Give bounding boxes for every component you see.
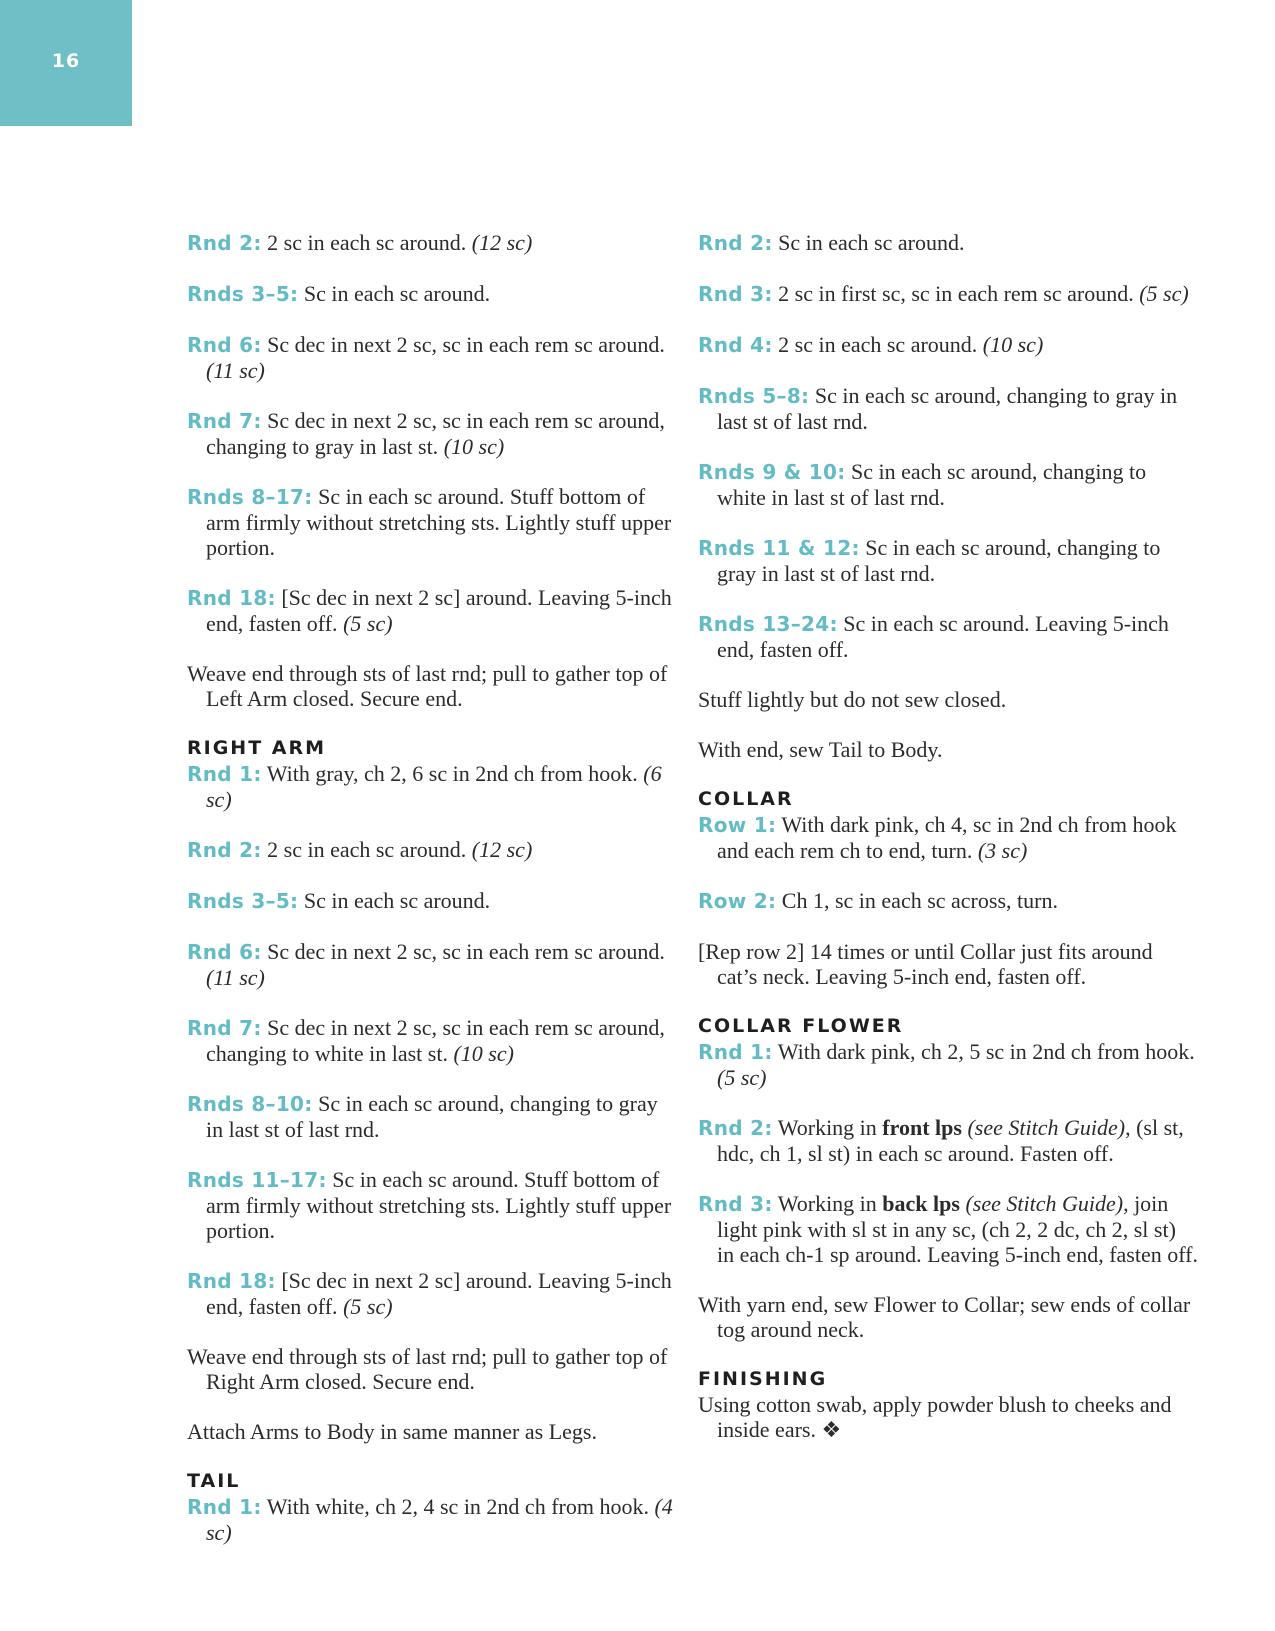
round-label: Rnd 18: [187, 1269, 276, 1293]
instruction-text: 2 sc in each sc around. [261, 230, 472, 255]
round-label: Rnds 9 & 10: [698, 460, 846, 484]
instruction-text: Attach Arms to Body in same manner as Legs. [187, 1419, 597, 1444]
instruction-text: Sc in each sc around. Stuff bottom of arm firmly without stretching sts. Lightly stuff upper portion. [206, 1167, 672, 1243]
stitch-count: (5 sc) [1139, 281, 1189, 306]
round-label: Rnd 7: [187, 409, 262, 433]
stitch-count: (5 sc) [717, 1065, 767, 1090]
instruction-text: , join light pink with sl st in any sc, (ch 2, 2 dc, ch 2, sl st) in each ch-1 sp around. Leaving 5-inch end, fasten off. [717, 1191, 1198, 1267]
round-label: Rnd 1: [187, 762, 262, 786]
instruction-row [187, 408, 677, 459]
instruction-row [698, 611, 1198, 662]
instruction-paragraph [187, 1419, 677, 1444]
instruction-row [698, 1039, 1198, 1090]
instruction-text: Sc in each sc around. Leaving 5-inch end, fasten off. [717, 611, 1169, 662]
instruction-row [187, 1091, 677, 1142]
section-heading: FINISHING [698, 1368, 828, 1390]
instruction-row [187, 1167, 677, 1243]
instruction-row [698, 383, 1198, 434]
stitch-count: (12 sc) [471, 230, 533, 255]
stitch-count: (11 sc) [206, 358, 265, 383]
instruction-text: With dark pink, ch 2, 5 sc in 2nd ch from hook. [772, 1039, 1195, 1064]
round-label: Rnd 2: [698, 231, 773, 255]
round-label: Rnd 2: [698, 1116, 773, 1140]
instruction-text: [Rep row 2] 14 times or until Collar just fits around cat’s neck. Leaving 5-inch end, fasten off. [698, 939, 1153, 989]
instruction-text: 2 sc in each sc around. [772, 332, 983, 357]
stitch-count: (5 sc) [343, 611, 393, 636]
round-label: Rnd 1: [187, 1495, 262, 1519]
instruction-paragraph [698, 1292, 1198, 1342]
instruction-text: With dark pink, ch 4, sc in 2nd ch from hook and each rem ch to end, turn. [717, 812, 1177, 863]
instruction-row [187, 888, 677, 914]
stitch-count: (11 sc) [206, 965, 265, 990]
round-label: Rnds 11–17: [187, 1168, 327, 1192]
instruction-row [698, 281, 1198, 307]
round-label: Rnd 1: [698, 1040, 773, 1064]
round-label: Row 1: [698, 813, 777, 837]
instruction-row [187, 1268, 677, 1319]
left-column [187, 230, 677, 1570]
instruction-text: With end, sew Tail to Body. [698, 737, 943, 762]
instruction-row [698, 888, 1198, 914]
instruction-row [698, 1115, 1198, 1166]
round-label: Row 2: [698, 889, 777, 913]
instruction-text: Sc in each sc around, changing to gray in last st of last rnd. [717, 535, 1161, 586]
instruction-text: Sc dec in next 2 sc, sc in each rem sc around, changing to white in last st. [206, 1015, 665, 1066]
instruction-text: Working in [772, 1191, 883, 1216]
round-label: Rnd 2: [187, 838, 262, 862]
instruction-text: Sc in each sc around. [298, 888, 491, 913]
instruction-text: 2 sc in each sc around. [261, 837, 472, 862]
stitch-term: front lps [882, 1115, 962, 1140]
round-label: Rnd 3: [698, 282, 773, 306]
instruction-text: With white, ch 2, 4 sc in 2nd ch from hook. [261, 1494, 655, 1519]
round-label: Rnds 3–5: [187, 282, 299, 306]
instruction-text: Weave end through sts of last rnd; pull to gather top of Right Arm closed. Secure end. [187, 1344, 668, 1394]
instruction-text: Sc in each sc around. Stuff bottom of arm firmly without stretching sts. Lightly stuff upper portion. [206, 484, 672, 560]
section-heading: COLLAR [698, 788, 794, 810]
instruction-text: Sc dec in next 2 sc, sc in each rem sc around. [261, 332, 665, 357]
stitch-guide-reference: (see Stitch Guide) [961, 1115, 1126, 1140]
instruction-text: With gray, ch 2, 6 sc in 2nd ch from hook. [261, 761, 644, 786]
stitch-count: (3 sc) [977, 838, 1028, 863]
instruction-text: With yarn end, sew Flower to Collar; sew ends of collar tog around neck. [698, 1292, 1191, 1342]
round-label: Rnd 7: [187, 1016, 262, 1040]
instruction-row [698, 230, 1198, 256]
page-number: 16 [51, 50, 81, 72]
instruction-paragraph [698, 1392, 1198, 1442]
stitch-term: back lps [882, 1191, 960, 1216]
stitch-count: (10 sc) [443, 434, 505, 459]
stitch-count: (4 sc) [206, 1494, 673, 1545]
instruction-text: Sc dec in next 2 sc, sc in each rem sc around, changing to gray in last st. [206, 408, 665, 459]
stitch-count: (10 sc) [982, 332, 1044, 357]
instruction-text: Ch 1, sc in each sc across, turn. [776, 888, 1058, 913]
section-heading: TAIL [187, 1470, 241, 1492]
stitch-count: (5 sc) [343, 1294, 393, 1319]
instruction-text: Sc in each sc around. [772, 230, 965, 255]
instruction-paragraph [698, 737, 1198, 762]
instruction-row [187, 1015, 677, 1066]
instruction-row [187, 1494, 677, 1545]
round-label: Rnds 5–8: [698, 384, 810, 408]
instruction-text: Sc in each sc around, changing to white in last st of last rnd. [717, 459, 1147, 510]
right-column [698, 230, 1198, 1467]
instruction-text: , (sl st, hdc, ch 1, sl st) in each sc around. Fasten off. [717, 1115, 1184, 1166]
instruction-text: Weave end through sts of last rnd; pull to gather top of Left Arm closed. Secure end. [187, 661, 668, 711]
instruction-text: Sc in each sc around, changing to gray in last st of last rnd. [717, 383, 1178, 434]
instruction-text: [Sc dec in next 2 sc] around. Leaving 5-inch end, fasten off. [206, 585, 672, 636]
round-label: Rnds 3–5: [187, 889, 299, 913]
instruction-row [698, 332, 1198, 358]
instruction-text: [Sc dec in next 2 sc] around. Leaving 5-inch end, fasten off. [206, 1268, 672, 1319]
section-heading: COLLAR FLOWER [698, 1015, 904, 1037]
instruction-text: 2 sc in first sc, sc in each rem sc around. [772, 281, 1140, 306]
instruction-paragraph [698, 687, 1198, 712]
round-label: Rnd 4: [698, 333, 773, 357]
instruction-paragraph [187, 1344, 677, 1394]
instruction-row [187, 761, 677, 812]
instruction-row [187, 939, 677, 990]
stitch-count: (10 sc) [453, 1041, 514, 1066]
instruction-row [187, 281, 677, 307]
instruction-row [698, 535, 1198, 586]
instruction-row [187, 484, 677, 560]
stitch-count: (6 sc) [206, 761, 662, 812]
section-heading: RIGHT ARM [187, 737, 327, 759]
round-label: Rnds 8–17: [187, 485, 313, 509]
instruction-row [187, 585, 677, 636]
stitch-guide-reference: (see Stitch Guide) [959, 1191, 1124, 1216]
instruction-row [698, 812, 1198, 863]
round-label: Rnds 8–10: [187, 1092, 313, 1116]
instruction-text: Sc in each sc around. [298, 281, 491, 306]
round-label: Rnd 6: [187, 333, 262, 357]
page-number-tab [0, 0, 132, 126]
round-label: Rnd 6: [187, 940, 262, 964]
round-label: Rnds 13–24: [698, 612, 838, 636]
instruction-row [187, 332, 677, 383]
round-label: Rnd 18: [187, 586, 276, 610]
round-label: Rnds 11 & 12: [698, 536, 860, 560]
round-label: Rnd 3: [698, 1192, 773, 1216]
instruction-row [698, 1191, 1198, 1267]
instruction-paragraph [698, 939, 1198, 989]
instruction-row [698, 459, 1198, 510]
instruction-text: Using cotton swab, apply powder blush to cheeks and inside ears. ❖ [698, 1392, 1172, 1442]
instruction-text: Sc dec in next 2 sc, sc in each rem sc around. [261, 939, 665, 964]
instruction-row [187, 837, 677, 863]
instruction-text: Stuff lightly but do not sew closed. [698, 687, 1007, 712]
instruction-row [187, 230, 677, 256]
instruction-text: Sc in each sc around, changing to gray in last st of last rnd. [206, 1091, 658, 1142]
stitch-count: (12 sc) [471, 837, 533, 862]
round-label: Rnd 2: [187, 231, 262, 255]
instruction-paragraph [187, 661, 677, 711]
instruction-text: Working in [772, 1115, 883, 1140]
